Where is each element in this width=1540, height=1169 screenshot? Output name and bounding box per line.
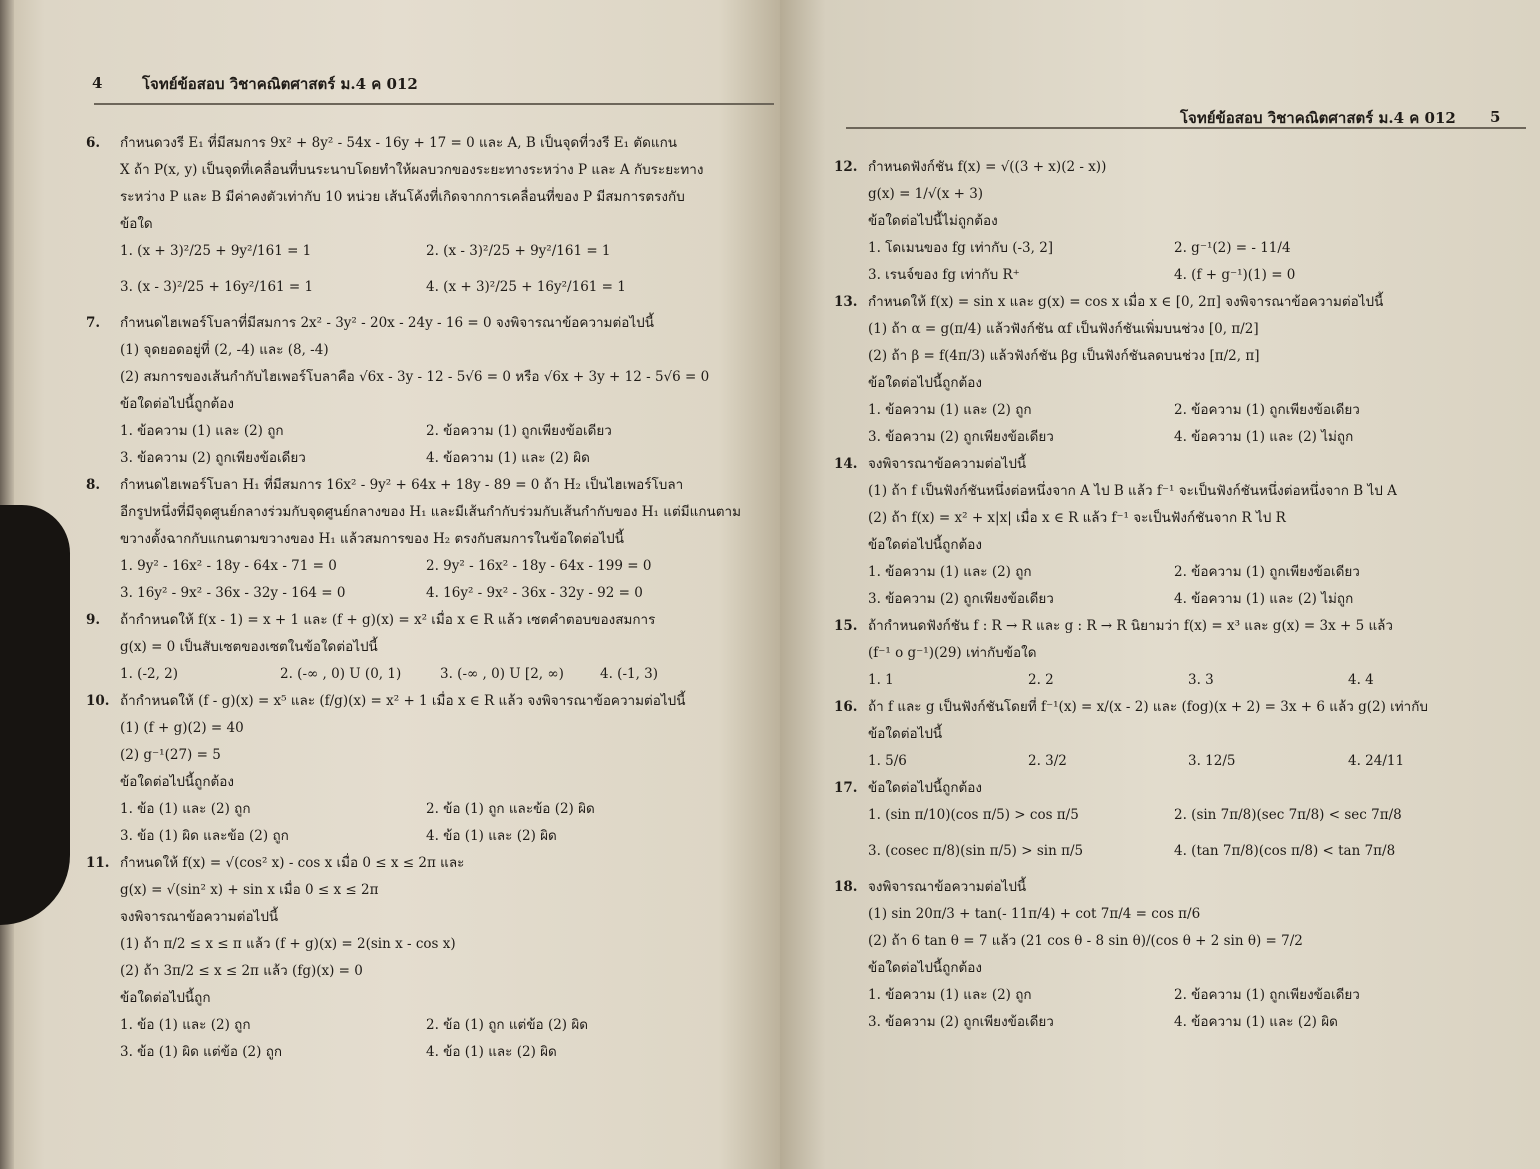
question-text: กำหนดไฮเพอร์โบลา H₁ ที่มีสมการ 16x² - 9y² + 64x + 18y - 89 = 0 ถ้า H₂ เป็นไฮเพอร์โบลา [120,477,684,493]
choice-3[interactable]: 3. (cosec π/8)(sin π/5) > sin π/5 [868,843,1084,859]
question-line: (2) ถ้า 6 tan θ = 7 แล้ว (21 cos θ - 8 sin θ)/(cos θ + 2 sin θ) = 7/2 [868,933,1303,949]
header-rule [846,127,1526,129]
choice-1[interactable]: 1. 9y² - 16x² - 18y - 64x - 71 = 0 [120,558,337,574]
choice-4[interactable]: 4. ข้อความ (1) และ (2) ไม่ถูก [1174,591,1354,607]
question-line: ระหว่าง P และ B มีค่าคงตัวเท่ากับ 10 หน่วย เส้นโค้งที่เกิดจากการเคลื่อนที่ของ P มีสมการตรงกับ [120,189,685,205]
question-line: X ถ้า P(x, y) เป็นจุดที่เคลื่อนที่บนระนาบโดยทำให้ผลบวกของระยะทางระหว่าง P และ A กับระยะทาง [120,162,704,178]
choice-4[interactable]: 4. (tan 7π/8)(cos π/8) < tan 7π/8 [1174,843,1396,859]
choice-1[interactable]: 1. ข้อ (1) และ (2) ถูก [120,801,251,817]
choice-3[interactable]: 3. 12/5 [1188,753,1236,769]
question-12 [834,154,1524,289]
choice-1[interactable]: 1. 1 [868,672,894,688]
choice-2[interactable]: 2. 3/2 [1028,753,1067,769]
question-line: ข้อใดต่อไปนี้ [868,726,943,742]
choice-3[interactable]: 3. 3 [1188,672,1214,688]
choice-2[interactable]: 2. ข้อ (1) ถูก แต่ข้อ (2) ผิด [426,1017,589,1033]
question-line: g(x) = 0 เป็นสับเซตของเซตในข้อใดต่อไปนี้ [120,639,378,655]
choice-3[interactable]: 3. ข้อความ (2) ถูกเพียงข้อเดียว [868,591,1054,607]
choice-1[interactable]: 1. (sin π/10)(cos π/5) > cos π/5 [868,807,1079,823]
question-17 [834,775,1524,874]
choice-1[interactable]: 1. ข้อความ (1) และ (2) ถูก [868,564,1032,580]
choice-3[interactable]: 3. เรนจ์ของ fg เท่ากับ R⁺ [868,267,1020,283]
question-line: ข้อใดต่อไปนี้ไม่ถูกต้อง [868,213,998,229]
question-text: กำหนดฟังก์ชัน f(x) = √((3 + x)(2 - x)) [868,159,1107,175]
question-line: (1) ถ้า π/2 ≤ x ≤ π แล้ว (f + g)(x) = 2(sin x - cos x) [120,936,456,952]
question-number: 8. [86,477,101,493]
question-15 [834,613,1524,694]
question-10 [86,688,776,850]
question-line: ข้อใดต่อไปนี้ถูกต้อง [868,960,982,976]
question-line: (1) sin 20π/3 + tan(- 11π/4) + cot 7π/4 = cos π/6 [868,906,1201,922]
choice-2[interactable]: 2. ข้อความ (1) ถูกเพียงข้อเดียว [1174,987,1360,1003]
question-9 [86,607,776,688]
choice-4[interactable]: 4. ข้อความ (1) และ (2) ไม่ถูก [1174,429,1354,445]
choice-4[interactable]: 4. (-1, 3) [600,666,659,682]
choice-4[interactable]: 4. ข้อ (1) และ (2) ผิด [426,828,557,844]
question-7 [86,310,776,472]
choice-2[interactable]: 2. (sin 7π/8)(sec 7π/8) < sec 7π/8 [1174,807,1402,823]
question-number: 17. [834,780,858,796]
question-16 [834,694,1524,775]
choice-1[interactable]: 1. ข้อ (1) และ (2) ถูก [120,1017,251,1033]
question-number: 18. [834,879,858,895]
page-header: โจทย์ข้อสอบ วิชาคณิตศาสตร์ ม.4 ค 012 [1180,109,1456,127]
choice-4[interactable]: 4. ข้อความ (1) และ (2) ผิด [426,450,590,466]
page-number: 4 [92,74,103,92]
choice-1[interactable]: 1. ข้อความ (1) และ (2) ถูก [868,402,1032,418]
question-number: 12. [834,159,858,175]
question-number: 15. [834,618,858,634]
question-line: (1) ถ้า f เป็นฟังก์ชันหนึ่งต่อหนึ่งจาก A ไป B แล้ว f⁻¹ จะเป็นฟังก์ชันหนึ่งต่อหนึ่งจาก B ไป A [868,483,1397,499]
question-13 [834,289,1524,451]
choice-3[interactable]: 3. 16y² - 9x² - 36x - 32y - 164 = 0 [120,585,346,601]
choice-4[interactable]: 4. ข้อความ (1) และ (2) ผิด [1174,1014,1338,1030]
question-14 [834,451,1524,613]
question-line: ข้อใดต่อไปนี้ถูกต้อง [120,396,234,412]
question-line: (2) สมการของเส้นกำกับไฮเพอร์โบลาคือ √6x - 3y - 12 - 5√6 = 0 หรือ √6x + 3y + 12 - 5√6 = 0 [120,369,710,385]
question-number: 7. [86,315,101,331]
choice-2[interactable]: 2. (x - 3)²/25 + 9y²/161 = 1 [426,243,611,259]
left-page [14,0,780,1169]
question-text: ถ้ากำหนดให้ f(x - 1) = x + 1 และ (f + g)(x) = x² เมื่อ x ∈ R แล้ว เซตคำตอบของสมการ [120,612,656,628]
choice-4[interactable]: 4. (x + 3)²/25 + 16y²/161 = 1 [426,279,626,295]
question-line: (f⁻¹ o g⁻¹)(29) เท่ากับข้อใด [868,645,1037,661]
question-6 [86,130,776,310]
choice-3[interactable]: 3. ข้อความ (2) ถูกเพียงข้อเดียว [868,1014,1054,1030]
question-number: 11. [86,855,110,871]
question-line: g(x) = √(sin² x) + sin x เมื่อ 0 ≤ x ≤ 2π [120,882,379,898]
question-text: จงพิจารณาข้อความต่อไปนี้ [868,456,1027,472]
question-text: ถ้า f และ g เป็นฟังก์ชันโดยที่ f⁻¹(x) = x/(x - 2) และ (fog)(x + 2) = 3x + 6 แล้ว g(2) เท่ากับ [868,699,1428,715]
question-number: 14. [834,456,858,472]
choice-3[interactable]: 3. ข้อความ (2) ถูกเพียงข้อเดียว [120,450,306,466]
question-line: ขวางตั้งฉากกับแกนตามขวางของ H₁ แล้วสมการของ H₂ ตรงกับสมการในข้อใดต่อไปนี้ [120,531,624,547]
question-number: 13. [834,294,858,310]
right-question-list [834,154,1524,1036]
question-18 [834,874,1524,1036]
choice-2[interactable]: 2. 2 [1028,672,1054,688]
question-number: 9. [86,612,101,628]
choice-2[interactable]: 2. ข้อความ (1) ถูกเพียงข้อเดียว [426,423,612,439]
question-text: กำหนดให้ f(x) = sin x และ g(x) = cos x เมื่อ x ∈ [0, 2π] จงพิจารณาข้อความต่อไปนี้ [868,294,1384,310]
question-line: (2) ถ้า 3π/2 ≤ x ≤ 2π แล้ว (fg)(x) = 0 [120,963,363,979]
question-line: ข้อใดต่อไปนี้ถูก [120,990,211,1006]
choice-1[interactable]: 1. ข้อความ (1) และ (2) ถูก [868,987,1032,1003]
choice-3[interactable]: 3. ข้อ (1) ผิด และข้อ (2) ถูก [120,828,289,844]
choice-2[interactable]: 2. (-∞ , 0) U (0, 1) [280,666,402,682]
question-number: 16. [834,699,858,715]
page-number: 5 [1490,108,1501,126]
question-line: ข้อใดต่อไปนี้ถูกต้อง [868,375,982,391]
page-header: โจทย์ข้อสอบ วิชาคณิตศาสตร์ ม.4 ค 012 [142,75,418,93]
question-text: จงพิจารณาข้อความต่อไปนี้ [868,879,1027,895]
question-text: กำหนดไฮเพอร์โบลาที่มีสมการ 2x² - 3y² - 20x - 24y - 16 = 0 จงพิจารณาข้อความต่อไปนี้ [120,315,654,331]
question-line: (2) g⁻¹(27) = 5 [120,747,221,763]
question-text: ถ้ากำหนดให้ (f - g)(x) = x⁵ และ (f/g)(x) = x² + 1 เมื่อ x ∈ R แล้ว จงพิจารณาข้อความต่อไปนี้ [120,693,686,709]
choice-1[interactable]: 1. โดเมนของ fg เท่ากับ (-3, 2] [868,240,1054,256]
choice-1[interactable]: 1. ข้อความ (1) และ (2) ถูก [120,423,284,439]
question-line: จงพิจารณาข้อความต่อไปนี้ [120,909,279,925]
header-rule [94,103,774,105]
right-page [780,0,1540,1169]
question-line: ข้อใด [120,216,153,232]
choice-4[interactable]: 4. ข้อ (1) และ (2) ผิด [426,1044,557,1060]
choice-3[interactable]: 3. ข้อ (1) ผิด แต่ข้อ (2) ถูก [120,1044,283,1060]
choice-3[interactable]: 3. (-∞ , 0) U [2, ∞) [440,666,564,682]
choice-4[interactable]: 4. (f + g⁻¹)(1) = 0 [1174,267,1296,283]
choice-2[interactable]: 2. ข้อความ (1) ถูกเพียงข้อเดียว [1174,402,1360,418]
thumb-shadow [0,505,70,925]
question-line: (2) ถ้า β = f(4π/3) แล้วฟังก์ชัน βg เป็นฟังก์ชันลดบนช่วง [π/2, π] [868,348,1260,364]
choice-4[interactable]: 4. 4 [1348,672,1374,688]
choice-2[interactable]: 2. ข้อความ (1) ถูกเพียงข้อเดียว [1174,564,1360,580]
question-11 [86,850,776,1066]
choice-1[interactable]: 1. 5/6 [868,753,907,769]
choice-1[interactable]: 1. (-2, 2) [120,666,179,682]
question-number: 6. [86,135,101,151]
choice-2[interactable]: 2. g⁻¹(2) = - 11/4 [1174,240,1291,256]
question-line: (1) (f + g)(2) = 40 [120,720,244,736]
question-line: (2) ถ้า f(x) = x² + x|x| เมื่อ x ∈ R แล้ว f⁻¹ จะเป็นฟังก์ชันจาก R ไป R [868,510,1286,526]
question-text: ข้อใดต่อไปนี้ถูกต้อง [868,780,982,796]
question-line: อีกรูปหนึ่งที่มีจุดศูนย์กลางร่วมกับจุดศูนย์กลางของ H₁ และมีเส้นกำกับร่วมกับเส้นกำกับของ H₁ แต่มีแกนตาม [120,504,741,520]
question-text: กำหนดวงรี E₁ ที่มีสมการ 9x² + 8y² - 54x - 16y + 17 = 0 และ A, B เป็นจุดที่วงรี E₁ ตัดแกน [120,135,677,151]
choice-4[interactable]: 4. 16y² - 9x² - 36x - 32y - 92 = 0 [426,585,643,601]
choice-2[interactable]: 2. ข้อ (1) ถูก และข้อ (2) ผิด [426,801,595,817]
question-8 [86,472,776,607]
left-question-list [86,130,776,1066]
question-line: g(x) = 1/√(x + 3) [868,186,984,202]
choice-4[interactable]: 4. 24/11 [1348,753,1405,769]
question-line: (1) ถ้า α = g(π/4) แล้วฟังก์ชัน αf เป็นฟังก์ชันเพิ่มบนช่วง [0, π/2] [868,321,1259,337]
question-line: ข้อใดต่อไปนี้ถูกต้อง [120,774,234,790]
choice-3[interactable]: 3. ข้อความ (2) ถูกเพียงข้อเดียว [868,429,1054,445]
question-number: 10. [86,693,110,709]
choice-2[interactable]: 2. 9y² - 16x² - 18y - 64x - 199 = 0 [426,558,652,574]
question-line: (1) จุดยอดอยู่ที่ (2, -4) และ (8, -4) [120,342,329,358]
question-line: ข้อใดต่อไปนี้ถูกต้อง [868,537,982,553]
question-text: กำหนดให้ f(x) = √(cos² x) - cos x เมื่อ 0 ≤ x ≤ 2π และ [120,855,465,871]
choice-1[interactable]: 1. (x + 3)²/25 + 9y²/161 = 1 [120,243,312,259]
choice-3[interactable]: 3. (x - 3)²/25 + 16y²/161 = 1 [120,279,314,295]
question-text: ถ้ากำหนดฟังก์ชัน f : R → R และ g : R → R นิยามว่า f(x) = x³ และ g(x) = 3x + 5 แล้ว [868,618,1394,634]
